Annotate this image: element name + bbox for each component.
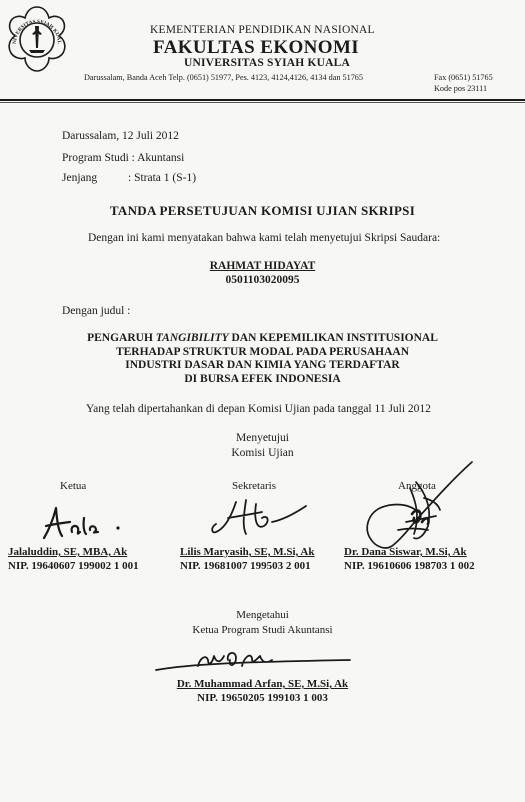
letterhead-divider-thin — [0, 102, 525, 103]
logo-text: NIVERSITAS SYIAH KUAL — [11, 18, 63, 45]
thesis-title-line-4: DI BURSA EFEK INDONESIA — [184, 372, 341, 385]
study-program: Program Studi : Akuntansi — [62, 152, 185, 164]
thesis-title-line-3: INDUSTRI DASAR DAN KIMIA YANG TERDAFTAR — [125, 359, 400, 371]
secretary-name — [180, 546, 314, 558]
university-name: UNIVERSITAS SYIAH KUALA — [184, 57, 351, 69]
role-chair: Ketua — [60, 480, 87, 492]
secretary-name-text: Lilis Maryasih, SE, M.Si, Ak — [180, 546, 315, 558]
chair-name — [8, 546, 127, 558]
thesis-title-part: DAN KEPEMILIKAN INSTITUSIONAL — [228, 332, 438, 344]
approval-heading — [0, 431, 525, 461]
ministry-name: KEMENTERIAN PENDIDIKAN NASIONAL — [150, 24, 375, 36]
signature-member — [354, 458, 482, 554]
chair-name-text: Jalaluddin, SE, MBA, Ak — [8, 546, 128, 558]
chair-nip: NIP. 19640607 199002 1 001 — [8, 560, 139, 572]
faculty-address: Darussalam, Banda Aceh Telp. (0651) 51977, Pes. 4123, 4124,4126, 4134 dan 51765 — [84, 73, 363, 82]
thesis-title-line-2: TERHADAP STRUKTUR MODAL PADA PERUSAHAAN — [115, 345, 410, 358]
fax-number: Fax (0651) 51765 — [434, 73, 493, 82]
program-head-name — [0, 677, 525, 691]
secretary-nip: NIP. 19681007 199503 2 001 — [180, 560, 311, 572]
member-name — [344, 546, 467, 558]
member-nip: NIP. 19610606 198703 1 002 — [344, 560, 475, 572]
role-member: Anggota — [398, 480, 436, 492]
letterhead-divider — [0, 99, 525, 101]
postal-code: Kode pos 23111 — [434, 84, 488, 93]
student-block — [0, 259, 525, 287]
signature-program-head — [150, 640, 360, 674]
faculty-name: FAKULTAS EKONOMI — [153, 37, 360, 58]
role-secretary: Sekretaris — [232, 480, 276, 492]
acknowledgement-line-1: Mengetahui — [236, 609, 289, 621]
defense-statement: Yang telah dipertahankan di depan Komisi Ujian pada tanggal 11 Juli 2012 — [86, 403, 431, 415]
member-name-text: Dr. Dana Siswar, M.Si, Ak — [344, 546, 467, 558]
thesis-title-italic: TANGIBILITY — [155, 332, 229, 344]
approval-line-1: Menyetujui — [235, 432, 290, 444]
signature-secretary — [206, 494, 316, 546]
thesis-title-part: PENGARUH — [87, 332, 156, 344]
student-nim: 0501103020095 — [225, 274, 300, 286]
university-logo — [2, 4, 72, 78]
program-head-name-text: Dr. Muhammad Arfan, SE, M.Si, Ak — [176, 678, 349, 690]
thesis-title — [0, 332, 525, 386]
acknowledgement-heading — [0, 608, 525, 638]
student-name: RAHMAT HIDAYAT — [209, 260, 316, 272]
approval-line-2: Komisi Ujian — [231, 447, 294, 459]
level-value: : Strata 1 (S-1) — [128, 172, 197, 184]
program-head-block — [0, 677, 525, 705]
thesis-title-line-1 — [0, 332, 525, 346]
document-date: Darussalam, 12 Juli 2012 — [62, 130, 179, 142]
signature-chair — [36, 498, 136, 546]
program-head-nip: NIP. 19650205 199103 1 003 — [197, 692, 328, 704]
acknowledgement-line-2: Ketua Program Studi Akuntansi — [192, 624, 333, 636]
document-title: TANDA PERSETUJUAN KOMISI UJIAN SKRIPSI — [109, 203, 416, 218]
level-label: Jenjang — [62, 172, 98, 184]
intro-text: Dengan ini kami menyatakan bahwa kami telah menyetujui Skripsi Saudara: — [88, 232, 441, 244]
title-label: Dengan judul : — [62, 305, 131, 317]
